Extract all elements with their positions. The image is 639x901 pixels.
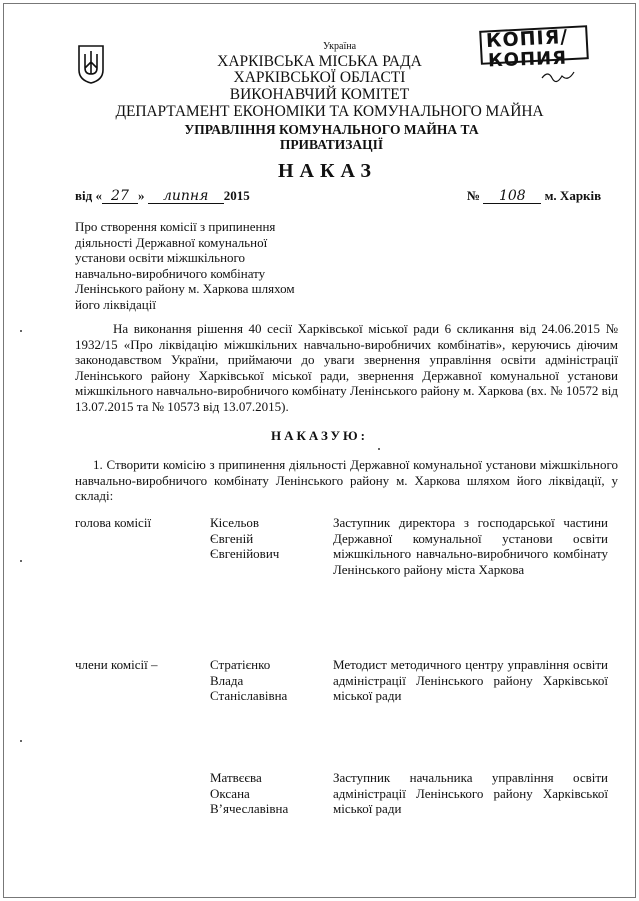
date-prefix: від « [75,188,102,203]
header-line-4: ДЕПАРТАМЕНТ ЕКОНОМІКИ ТА КОМУНАЛЬНОГО МАЙНА [115,103,544,120]
member-surname: Стратієнко [210,657,271,672]
member-name [210,770,320,817]
clause-1-paragraph: 1. Створити комісію з припинення діяльності Державної комунальної установи міжшкільного навчально-виробничого комбінату Ленінського району м. Харкова шляхом його ліквідації, у складі: [75,457,618,503]
scan-mark [20,330,22,332]
scan-mark [378,448,380,450]
member-first-name: Влада [210,672,244,688]
order-number [467,188,601,204]
city-label: м. Харків [544,188,602,203]
header-line-1: ХАРКІВСЬКА МІСЬКА РАДА [217,53,422,70]
member-patronymic: Євгенійович [210,546,280,561]
member-name [210,657,320,704]
number-prefix: № [467,188,481,203]
member-position: Заступник начальника управління освіти адміністрації Ленінського району Харківської міської ради [333,770,608,816]
stamp-text-2: КОПИЯ [487,47,568,72]
header-line-3: ВИКОНАВЧИЙ КОМІТЕТ [229,86,410,103]
member-role: голова комісії [75,515,152,530]
member-position: Заступник директора з господарської частини Державної комунальної установи освіти міжшкільного навчально-виробничого комбінату Ленінського району міста Харкова [333,515,608,577]
member-first-name: Оксана [210,785,250,801]
header-line-6: ПРИВАТИЗАЦІЇ [279,137,384,152]
member-patronymic: В’ячеславівна [210,801,289,816]
number-value: 108 [483,190,541,204]
member-surname: Кісельов [210,515,260,530]
member-name [210,515,320,562]
member-surname: Матвєєва [210,770,262,785]
date-month: липня [148,190,224,204]
country-label: Україна [322,41,357,52]
stamp-text-1: КОПІЯ/ [485,25,569,53]
header-line-2: ХАРКІВСЬКОЇ ОБЛАСТІ [233,69,406,86]
preamble-paragraph: На виконання рішення 40 сесії Харківської міської ради 6 скликання від 24.06.2015 № 1932/15 «Про ліквідацію міжшкільних навчально-виробничих комбінатів», керуючись діючим законодавством України, приймаючи до уваги звернення управління освіти адміністрації Ленінського району Харківської міської ради, звернення Державної комунальної установи міжшкільного навчально-виробничого комбінату Ленінського району м. Харкова (вх. № 10572 від 13.07.2015 та № 10573 від 13.07.2015). [75,321,618,414]
scan-mark [20,740,22,742]
order-heading: НАКАЗУЮ: [270,428,369,443]
date-day: 27 [102,190,138,204]
order-subject: Про створення комісії з припинення діяльності Державної комунальної установи освіти міжшкільного навчально-виробничого комбінату Ленінського району м. Харкова шляхом його ліквідації [75,219,295,312]
scan-mark [20,560,22,562]
document-title: НАКАЗ [277,160,377,182]
member-role: члени комісії – [75,657,158,672]
order-date [75,188,250,204]
member-first-name: Євгеній [210,530,254,546]
date-year: 2015 [223,188,250,203]
date-mid: » [137,188,145,203]
member-patronymic: Станіславівна [210,688,288,703]
member-position: Методист методичного центру управління освіти адміністрації Ленінського району Харківської міської ради [333,657,608,703]
header-line-5: УПРАВЛІННЯ КОМУНАЛЬНОГО МАЙНА ТА [184,122,479,137]
